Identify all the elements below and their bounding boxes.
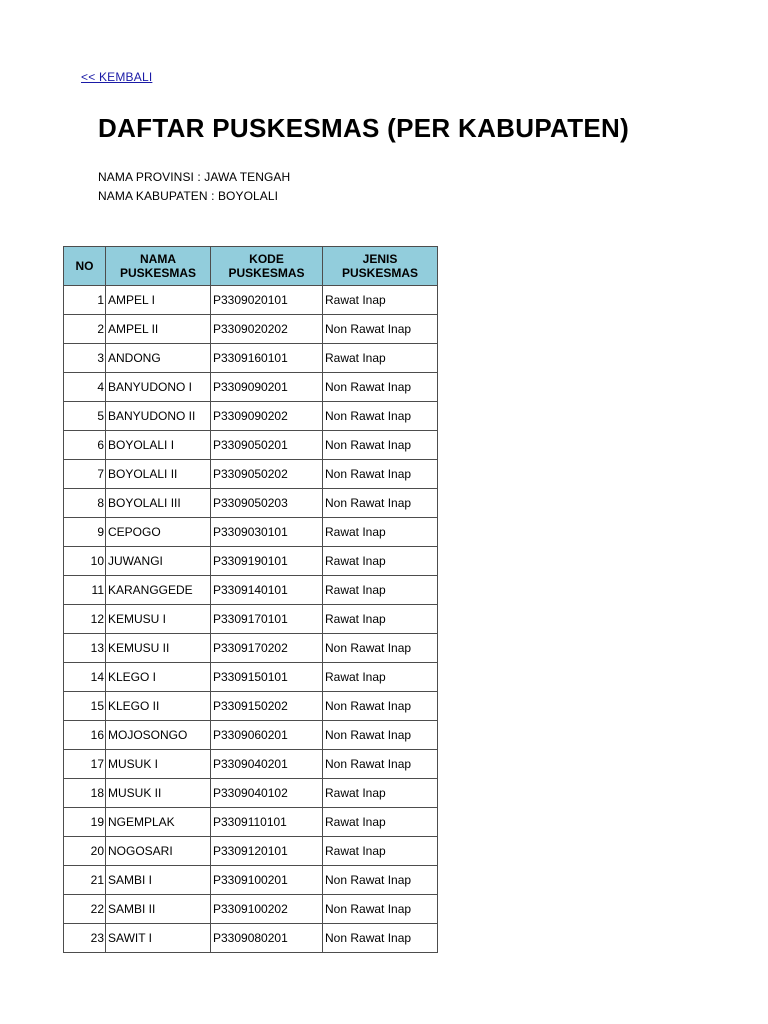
cell-no: 4: [64, 373, 106, 402]
cell-kode: P3309050202: [211, 460, 323, 489]
cell-no: 21: [64, 866, 106, 895]
table-row: [64, 808, 438, 837]
cell-nama: BOYOLALI II: [106, 460, 211, 489]
column-header-kode: KODE PUSKESMAS: [211, 247, 323, 286]
table-row: [64, 924, 438, 953]
cell-jenis: Non Rawat Inap: [323, 489, 438, 518]
cell-jenis: Rawat Inap: [323, 663, 438, 692]
cell-jenis: Rawat Inap: [323, 605, 438, 634]
table-row: [64, 373, 438, 402]
cell-kode: P3309170101: [211, 605, 323, 634]
cell-kode: P3309060201: [211, 721, 323, 750]
cell-no: 6: [64, 431, 106, 460]
cell-nama: MUSUK II: [106, 779, 211, 808]
cell-nama: KLEGO I: [106, 663, 211, 692]
cell-nama: NOGOSARI: [106, 837, 211, 866]
cell-nama: KEMUSU I: [106, 605, 211, 634]
table-row: [64, 837, 438, 866]
table-row: [64, 547, 438, 576]
cell-nama: SAMBI II: [106, 895, 211, 924]
cell-nama: CEPOGO: [106, 518, 211, 547]
cell-no: 1: [64, 286, 106, 315]
cell-no: 22: [64, 895, 106, 924]
table-row: [64, 895, 438, 924]
table-row: [64, 460, 438, 489]
cell-nama: SAWIT I: [106, 924, 211, 953]
cell-kode: P3309050201: [211, 431, 323, 460]
cell-jenis: Non Rawat Inap: [323, 895, 438, 924]
cell-kode: P3309030101: [211, 518, 323, 547]
cell-nama: AMPEL II: [106, 315, 211, 344]
table-row: [64, 489, 438, 518]
cell-nama: BOYOLALI I: [106, 431, 211, 460]
cell-jenis: Non Rawat Inap: [323, 373, 438, 402]
table-row: [64, 692, 438, 721]
cell-nama: BANYUDONO I: [106, 373, 211, 402]
cell-kode: P3309020202: [211, 315, 323, 344]
cell-kode: P3309020101: [211, 286, 323, 315]
table-row: [64, 605, 438, 634]
table-row: [64, 750, 438, 779]
cell-jenis: Rawat Inap: [323, 576, 438, 605]
cell-jenis: Rawat Inap: [323, 779, 438, 808]
cell-no: 13: [64, 634, 106, 663]
cell-kode: P3309140101: [211, 576, 323, 605]
cell-kode: P3309190101: [211, 547, 323, 576]
cell-jenis: Non Rawat Inap: [323, 634, 438, 663]
cell-jenis: Rawat Inap: [323, 286, 438, 315]
page-title-container: [98, 110, 630, 150]
cell-jenis: Non Rawat Inap: [323, 315, 438, 344]
cell-no: 20: [64, 837, 106, 866]
cell-kode: P3309080201: [211, 924, 323, 953]
table-row: [64, 431, 438, 460]
cell-kode: P3309100201: [211, 866, 323, 895]
puskesmas-table: [63, 246, 438, 953]
cell-jenis: Non Rawat Inap: [323, 866, 438, 895]
cell-no: 2: [64, 315, 106, 344]
cell-jenis: Non Rawat Inap: [323, 402, 438, 431]
page-title: DAFTAR PUSKESMAS (PER KABUPATEN): [98, 113, 630, 143]
cell-jenis: Non Rawat Inap: [323, 431, 438, 460]
cell-nama: MUSUK I: [106, 750, 211, 779]
cell-nama: MOJOSONGO: [106, 721, 211, 750]
cell-nama: KEMUSU II: [106, 634, 211, 663]
cell-kode: P3309120101: [211, 837, 323, 866]
cell-jenis: Rawat Inap: [323, 344, 438, 373]
table-row: [64, 866, 438, 895]
table-header-row: [64, 247, 438, 286]
cell-no: 8: [64, 489, 106, 518]
table-body: [64, 286, 438, 953]
cell-kode: P3309090201: [211, 373, 323, 402]
table-row: [64, 576, 438, 605]
cell-no: 10: [64, 547, 106, 576]
cell-no: 3: [64, 344, 106, 373]
cell-no: 19: [64, 808, 106, 837]
regency-label: NAMA KABUPATEN : BOYOLALI: [98, 189, 279, 203]
cell-nama: SAMBI I: [106, 866, 211, 895]
table-row: [64, 721, 438, 750]
cell-jenis: Non Rawat Inap: [323, 750, 438, 779]
cell-nama: BOYOLALI III: [106, 489, 211, 518]
table-row: [64, 663, 438, 692]
column-header-jenis: JENIS PUSKESMAS: [323, 247, 438, 286]
cell-jenis: Rawat Inap: [323, 518, 438, 547]
cell-no: 15: [64, 692, 106, 721]
cell-kode: P3309160101: [211, 344, 323, 373]
column-header-nama: NAMA PUSKESMAS: [106, 247, 211, 286]
cell-no: 14: [64, 663, 106, 692]
cell-no: 12: [64, 605, 106, 634]
cell-jenis: Non Rawat Inap: [323, 692, 438, 721]
cell-no: 5: [64, 402, 106, 431]
table-row: [64, 779, 438, 808]
cell-nama: AMPEL I: [106, 286, 211, 315]
cell-no: 7: [64, 460, 106, 489]
column-header-no: NO: [64, 247, 106, 286]
province-label: NAMA PROVINSI : JAWA TENGAH: [98, 170, 291, 184]
table-row: [64, 518, 438, 547]
cell-kode: P3309040201: [211, 750, 323, 779]
cell-no: 23: [64, 924, 106, 953]
cell-kode: P3309110101: [211, 808, 323, 837]
table-row: [64, 402, 438, 431]
cell-nama: BANYUDONO II: [106, 402, 211, 431]
cell-kode: P3309050203: [211, 489, 323, 518]
cell-nama: KLEGO II: [106, 692, 211, 721]
cell-jenis: Rawat Inap: [323, 547, 438, 576]
cell-nama: ANDONG: [106, 344, 211, 373]
cell-no: 16: [64, 721, 106, 750]
table-row: [64, 286, 438, 315]
cell-kode: P3309150202: [211, 692, 323, 721]
cell-no: 9: [64, 518, 106, 547]
cell-jenis: Rawat Inap: [323, 808, 438, 837]
cell-nama: JUWANGI: [106, 547, 211, 576]
cell-kode: P3309090202: [211, 402, 323, 431]
cell-nama: NGEMPLAK: [106, 808, 211, 837]
cell-nama: KARANGGEDE: [106, 576, 211, 605]
table-row: [64, 634, 438, 663]
cell-kode: P3309170202: [211, 634, 323, 663]
table-row: [64, 344, 438, 373]
cell-jenis: Rawat Inap: [323, 837, 438, 866]
cell-no: 18: [64, 779, 106, 808]
cell-kode: P3309100202: [211, 895, 323, 924]
cell-jenis: Non Rawat Inap: [323, 460, 438, 489]
table-row: [64, 315, 438, 344]
cell-no: 17: [64, 750, 106, 779]
cell-jenis: Non Rawat Inap: [323, 924, 438, 953]
cell-kode: P3309040102: [211, 779, 323, 808]
cell-no: 11: [64, 576, 106, 605]
back-link[interactable]: << KEMBALI: [81, 70, 153, 84]
cell-jenis: Non Rawat Inap: [323, 721, 438, 750]
cell-kode: P3309150101: [211, 663, 323, 692]
